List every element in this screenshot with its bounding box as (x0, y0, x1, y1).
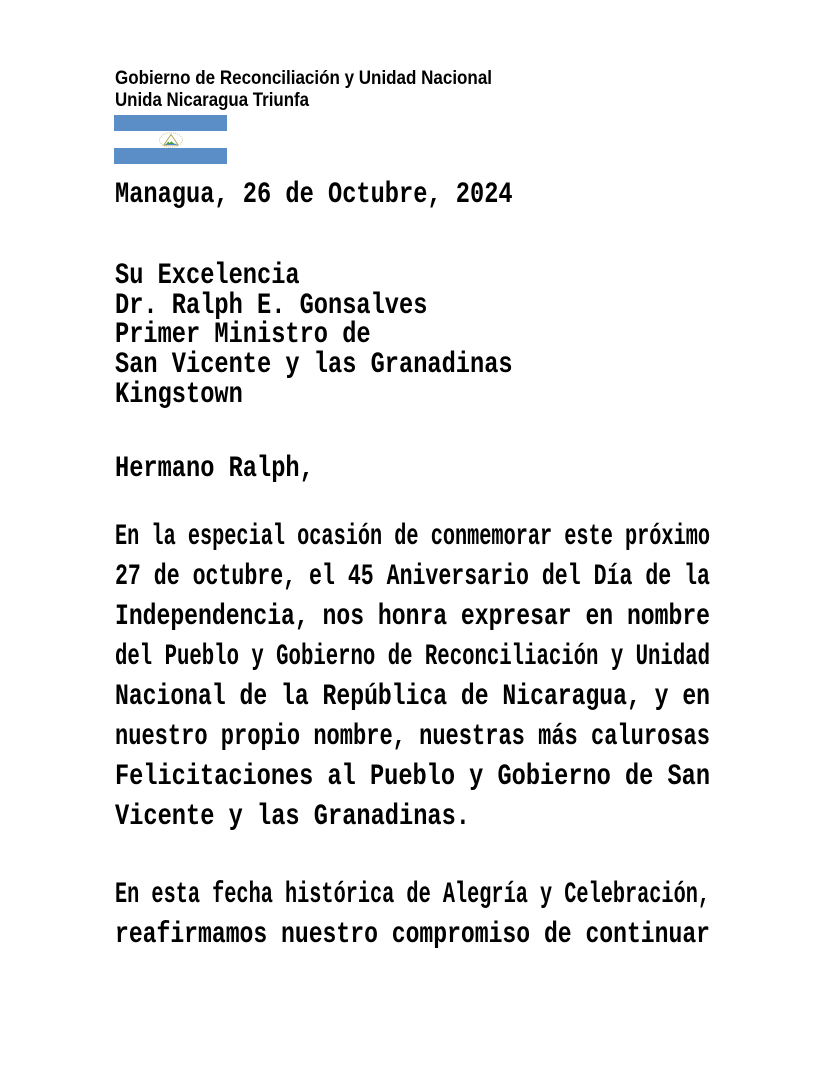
letterhead-line2: Unida Nicaragua Triunfa (115, 90, 309, 111)
letterhead-line1: Gobierno de Reconciliación y Unidad Nacional (115, 68, 492, 89)
paragraph-2 (115, 875, 710, 955)
text-line: 27 de octubre, el 45 Aniversario del Día de la (115, 560, 710, 594)
text-line: En la especial ocasión de conmemorar este próximo (115, 520, 710, 554)
nicaragua-coat-of-arms-icon (158, 132, 184, 148)
text-line: En esta fecha histórica de Alegría y Celebración, (115, 878, 710, 912)
text-line: Primer Ministro de (115, 318, 371, 353)
text-line: Kingstown (115, 377, 243, 412)
recipient-block (115, 259, 619, 412)
text-line: reafirmamos nuestro compromiso de continuar (115, 918, 710, 952)
text-line: Nacional de la República de Nicaragua, y en (115, 680, 710, 714)
text-line: Su Excelencia (115, 259, 300, 293)
nicaragua-flag (114, 115, 227, 164)
flag-stripe-bottom (114, 148, 227, 164)
text-line: San Vicente y las Granadinas (115, 348, 513, 383)
letterhead (115, 68, 536, 112)
text-line: Vicente y las Granadinas. (115, 800, 470, 834)
dateline: Managua, 26 de Octubre, 2024 (115, 178, 513, 212)
text-line: nuestro propio nombre, nuestras más calurosas (115, 720, 710, 754)
flag-stripe-middle (114, 131, 227, 148)
text-line: Felicitaciones al Pueblo y Gobierno de San (115, 760, 710, 794)
flag-stripe-top (114, 115, 227, 131)
text-line: Dr. Ralph E. Gonsalves (115, 288, 428, 323)
salutation: Hermano Ralph, (115, 452, 314, 486)
text-line: Independencia, nos honra expresar en nombre (115, 600, 710, 634)
paragraph-1 (115, 517, 710, 837)
text-line: del Pueblo y Gobierno de Reconciliación y Unidad (115, 640, 710, 674)
